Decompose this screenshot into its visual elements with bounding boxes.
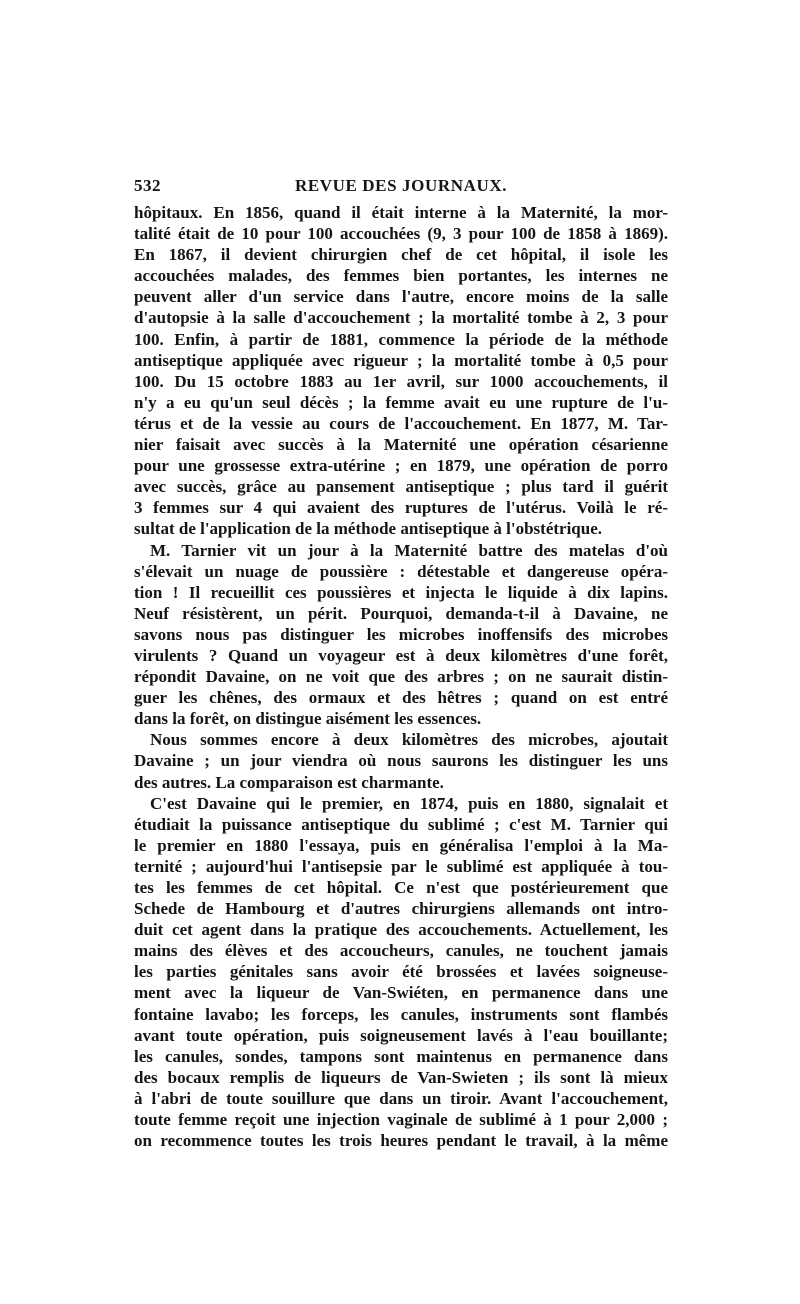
text-line: pour une grossesse extra-utérine ; en 1879, une opération de porro (134, 456, 668, 476)
text-line: des bocaux remplis de liqueurs de Van-Swieten ; ils sont là mieux (134, 1067, 668, 1087)
text-line: ternité ; aujourd'hui l'antisepsie par le sublimé est appliquée à tou- (134, 856, 668, 876)
running-title: REVUE DES JOURNAUX. (294, 176, 508, 195)
text-line: les canules, sondes, tampons sont maintenus en permanence dans (134, 1046, 668, 1066)
text-line: ment avec la liqueur de Van-Swiéten, en permanence dans une (134, 983, 668, 1003)
text-line: le premier en 1880 l'essaya, puis en généralisa l'emploi à la Ma- (134, 835, 668, 855)
paragraph (134, 540, 668, 730)
text-line: 100. Enfin, à partir de 1881, commence la période de la méthode (134, 329, 668, 349)
body-text (134, 202, 668, 1151)
text-line: En 1867, il devient chirurgien chef de cet hôpital, il isole les (134, 245, 668, 265)
paragraph (134, 202, 668, 540)
text-line: répondit Davaine, on ne voit que des arbres ; on ne saurait distin- (134, 667, 668, 687)
text-line: M. Tarnier vit un jour à la Maternité battre des matelas d'où (150, 540, 668, 560)
text-line: d'autopsie à la salle d'accouchement ; la mortalité tombe à 2, 3 pour (134, 308, 668, 328)
text-line: C'est Davaine qui le premier, en 1874, puis en 1880, signalait et (150, 793, 668, 813)
text-line: étudiait la puissance antiseptique du sublimé ; c'est M. Tarnier qui (134, 814, 668, 834)
text-line: dans la forêt, on distingue aisément les essences. (134, 709, 482, 729)
paragraph (134, 729, 668, 792)
page-number: 532 (134, 176, 161, 195)
text-line: s'élevait un nuage de poussière : détestable et dangereuse opéra- (134, 561, 668, 581)
page-header (134, 176, 668, 200)
text-line: Davaine ; un jour viendra où nous saurons les distinguer les uns (134, 751, 668, 771)
text-line: fontaine lavabo; les forceps, les canules, instruments sont flambés (134, 1004, 668, 1024)
text-line: on recommence toutes les trois heures pendant le travail, à la même (134, 1131, 668, 1151)
text-line: avant toute opération, puis soigneusement lavés à l'eau bouillante; (134, 1025, 668, 1045)
text-line: des autres. La comparaison est charmante. (134, 772, 444, 792)
text-line: talité était de 10 pour 100 accouchées (9, 3 pour 100 de 1858 à 1869). (134, 224, 668, 244)
text-line: Nous sommes encore à deux kilomètres des microbes, ajoutait (150, 730, 668, 750)
text-line: peuvent aller d'un service dans l'autre, encore moins de la salle (134, 287, 668, 307)
text-line: hôpitaux. En 1856, quand il était interne à la Maternité, la mor- (134, 203, 668, 222)
text-line: sultat de l'application de la méthode antiseptique à l'obstétrique. (134, 519, 602, 539)
text-line: duit cet agent dans la pratique des accouchements. Actuellement, les (134, 920, 668, 940)
text-line: tion ! Il recueillit ces poussières et injecta le liquide à dix lapins. (134, 582, 668, 602)
text-line: à l'abri de toute souillure que dans un tiroir. Avant l'accouchement, (134, 1088, 668, 1108)
text-line: Neuf résistèrent, un périt. Pourquoi, demanda-t-il à Davaine, ne (134, 603, 668, 623)
text-line: 3 femmes sur 4 qui avaient des ruptures de l'utérus. Voilà le ré- (134, 498, 668, 518)
text-line: avec succès, grâce au pansement antiseptique ; plus tard il guérit (134, 477, 668, 497)
text-line: mains des élèves et des accoucheurs, canules, ne touchent jamais (134, 941, 668, 961)
text-line: accouchées malades, des femmes bien portantes, les internes ne (134, 266, 668, 286)
text-line: toute femme reçoit une injection vaginale de sublimé à 1 pour 2,000 ; (134, 1110, 668, 1130)
text-line: virulents ? Quand un voyageur est à deux kilomètres d'une forêt, (134, 645, 668, 665)
text-line: guer les chênes, des ormaux et des hêtres ; quand on est entré (134, 688, 668, 708)
text-line: Schede de Hambourg et d'autres chirurgiens allemands ont intro- (134, 899, 668, 919)
text-line: tes les femmes de cet hôpital. Ce n'est que postérieurement que (134, 878, 668, 897)
text-line: antiseptique appliquée avec rigueur ; la mortalité tombe à 0,5 pour (134, 350, 668, 370)
text-line: 100. Du 15 octobre 1883 au 1er avril, sur 1000 accouchements, il (134, 371, 668, 391)
paragraph (134, 793, 668, 1152)
text-line: savons nous pas distinguer les microbes inoffensifs des microbes (134, 624, 668, 644)
text-line: térus et de la vessie au cours de l'accouchement. En 1877, M. Tar- (134, 413, 668, 433)
text-line: n'y a eu qu'un seul décès ; la femme avait eu une rupture de l'u- (134, 392, 668, 412)
text-line: nier faisait avec succès à la Maternité une opération césarienne (134, 435, 668, 455)
text-line: les parties génitales sans avoir été brossées et lavées soigneuse- (134, 962, 668, 982)
